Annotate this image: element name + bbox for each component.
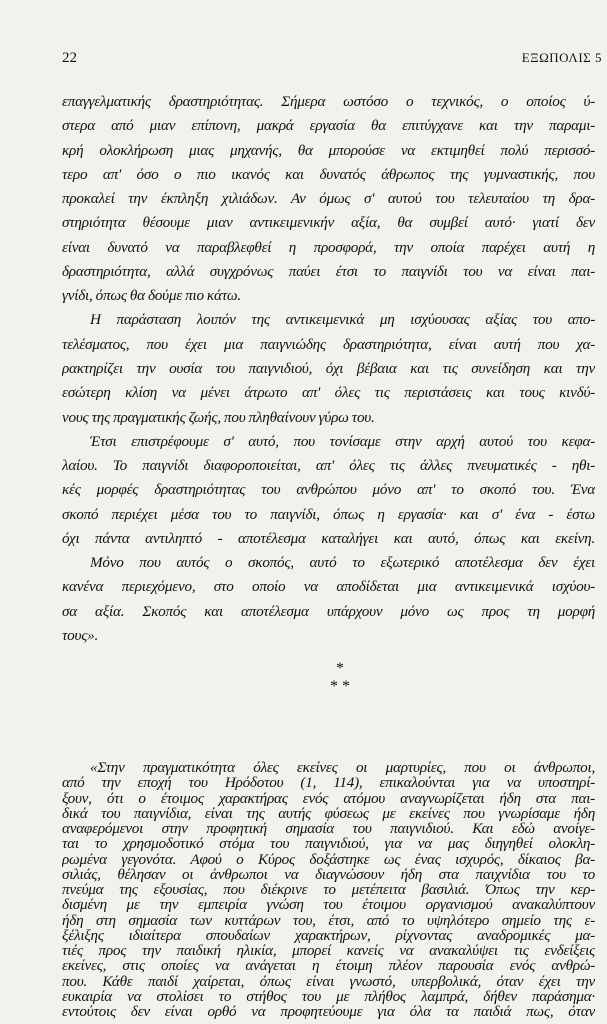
text-line: αναφερόμενοι στην προφητική σημασία του παιγνιδιού. Και εδώ ανοίγε- [62, 821, 595, 837]
text-line: προκαλεί την έκπληξη χιλιάδων. Αν όμως σ' αυτού του τελευταίου τη δρα- [62, 191, 595, 207]
text-line: που. Κάθε παιδί χαίρεται, όπως είναι γνωστό, υπερβολικά, όταν έχει την [62, 973, 595, 989]
text-line: τελέσματος, που έχει μια παιγνιώδης δραστηριότητα, είναι αυτή που χα- [62, 336, 595, 352]
text-line: όχι πάντα αντιληπτό - αποτέλεσμα καταλήγει και αυτό, όπως και εκείνη. [62, 530, 595, 547]
separator-asterisk-bottom: * * [330, 678, 350, 695]
text-line: δραστηριότητα, αλλά συγχρόνως παύει έτσι το παιγνίδι του να είναι παι- [62, 263, 595, 280]
text-line: λαίου. Το παιγνίδι διαφοροποιείται, απ' όλες τις άλλες πνευματικές - ηθι- [62, 458, 595, 474]
text-line: «Στην πραγματικότητα όλες εκείνες οι μαρτυρίες, που οι άνθρωποι, [90, 760, 595, 776]
text-line: εσώτερη κλίση να μένει άτρωτο απ' όλες τις περιστάσεις και τους κινδύ- [62, 385, 595, 401]
text-line: επαγγελματικής δραστηριότητας. Σήμερα ωστόσο ο τεχνικός, ο οποίος ύ- [62, 94, 595, 110]
text-line: είναι δυνατό να παραβλεφθεί η προσφορά, την οποία παρέχει αυτή η [62, 239, 595, 255]
text-line: δικά του παιγνίδια, είναι της αυτής φύσεως με εκείνες που γνωρίσαμε ήδη [62, 805, 595, 821]
separator-asterisk-top: * [336, 660, 344, 677]
text-line: εντούτοις δεν είναι ορθό να προφητεύουμε για όλα τα παιδιά πως, όταν [62, 1004, 595, 1020]
text-line: ξέλιξης ιδιαίτερα σπουδαίων χαρακτήρων, ρίχνοντας αναδρομικές μα- [62, 927, 595, 943]
text-line: ρακτηρίζει την ουσία του παιγνιδιού, όχι βέβαια και τις συνείδηση και την [62, 361, 595, 377]
text-line: εκείνες, στις οποίες να ανάγεται η έτοιμη πλέον παρουσία ενός ανθρώ- [62, 958, 595, 974]
text-line: ται το χρησμοδοτικό στόμα του παιγνιδιού, για να μας διηγηθεί ολοκλη- [62, 836, 595, 852]
text-line: σα αξία. Σκοπός και αποτέλεσμα υπάρχουν μόνο ως προς τη μορφή [62, 603, 595, 619]
text-line: σκοπό περιέχει μέσα του το παιγνίδι, όπως η εργασία· και σ' ένα - έστω [62, 506, 595, 522]
text-line: ρωμένα γεγονότα. Αφού ο Κύρος δοξάστηκε ως ένας ισχυρός, δίκαιος βα- [62, 851, 595, 867]
text-line: ξουν, ότι ο έτοιμος χαρακτήρας ενός ατόμου αναγνωρίζεται ήδη στα παι- [62, 790, 595, 806]
text-line: πνεύμα της εξουσίας, που διέκρινε το μετέπειτα βασιλιά. Όπως την κερ- [62, 882, 595, 898]
text-line: τερο απ' όσο ο πιο ικανός και δυνατός άθρωπος της γυμναστικής, που [62, 166, 595, 183]
text-line: γνίδι, όπως θα δούμε πιο κάτω. [62, 288, 241, 304]
text-line: κές μορφές δραστηριότητας του ανθρώπου μόνο απ' το σκοπό του. Ένα [62, 482, 595, 498]
text-line: από την εποχή του Ηρόδοτου (1, 114), επικαλούνται για να υποστηρί- [62, 775, 595, 791]
text-line: δισμένη με την εμπειρία γνώση του έτοιμου οργανισμού ανακαλύπτουν [62, 897, 595, 913]
text-line: νους της πραγματικής ζωής, που πληθαίνουν γύρω του. [62, 409, 375, 425]
text-line: Μόνο που αυτός ο σκοπός, αυτό το εξωτερικό αποτέλεσμα δεν έχει [90, 555, 595, 571]
text-line: ήδη στη σημασία των κυττάρων του, έτσι, από το υψηλότερο σημείο της ε- [62, 912, 595, 928]
text-line: κρή ολοκλήρωση μιας μηχανής, θα μπορούσε να εκτιμηθεί πολύ περισσό- [62, 142, 595, 158]
text-line: ευκαιρία να στολίσει το στήθος του με πλήθος λαμπρά, δήθεν παράσημα· [62, 988, 595, 1004]
page-number: 22 [62, 50, 77, 66]
text-line: σιλιάς, θέλησαν οι άνθρωποι να διαγνώσουν ήδη στα παιχνίδια του το [62, 866, 595, 882]
text-line: τιές προς την παιδική ηλικία, μπορεί κανείς να ανακαλύψει τις ενδείξεις [62, 943, 595, 959]
text-line: Έτσι επιστρέφουμε σ' αυτό, που τονίσαμε στην αρχή αυτού του κεφα- [90, 433, 595, 450]
running-head: ΕΞΩΠΟΛΙΣ 5 [521, 50, 602, 65]
text-line: στηριότητα θέσουμε μιαν αντικειμενικήν αξία, θα συμβεί αυτό· γιατί δεν [62, 215, 595, 231]
text-line: τους». [62, 628, 99, 644]
text-line: στερα από μιαν επίπονη, μακρά εργασία θα επιτύγχανε και την παραμι- [62, 118, 595, 134]
text-line: Η παράσταση λοιπόν της αντικειμενικά μη ισχύουσας αξίας του απο- [90, 312, 595, 328]
text-line: κανένα περιεχόμενο, στο οποίο να αποδίδεται μια αντικειμενικά ισχύου- [62, 579, 595, 595]
